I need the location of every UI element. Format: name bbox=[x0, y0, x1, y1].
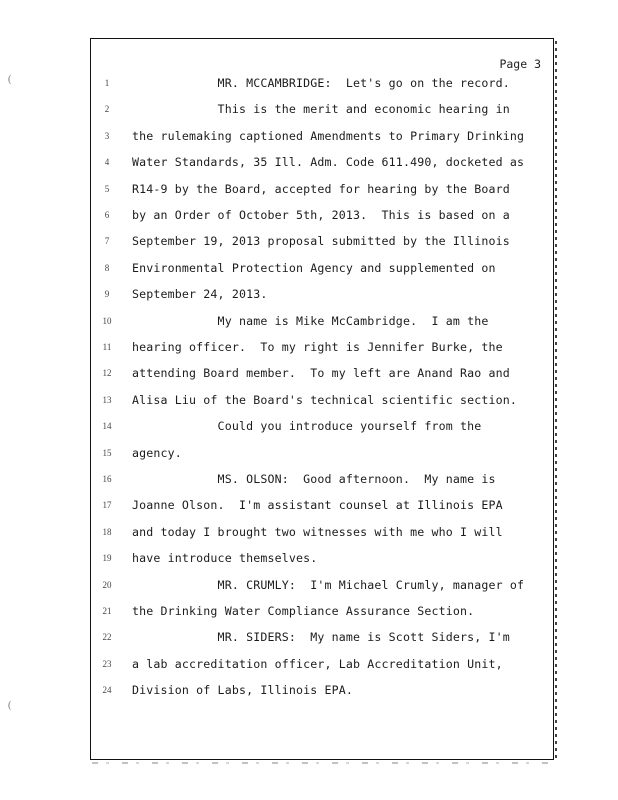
transcript-line bbox=[91, 73, 553, 93]
line-text: attending Board member. To my left are Anand Rao and bbox=[132, 366, 510, 381]
transcript-line bbox=[91, 205, 553, 225]
line-text: the Drinking Water Compliance Assurance Section. bbox=[132, 604, 475, 618]
line-text: Division of Labs, Illinois EPA. bbox=[132, 683, 354, 698]
line-text: Joanne Olson. I'm assistant counsel at Illinois EPA bbox=[132, 498, 503, 513]
line-number: 19 bbox=[102, 553, 112, 564]
transcript-line bbox=[91, 443, 553, 463]
line-text: MR. CRUMLY: I'm Michael Crumly, manager of bbox=[132, 577, 525, 592]
transcript-line bbox=[91, 284, 553, 304]
line-number: 20 bbox=[102, 579, 112, 590]
line-number: 23 bbox=[102, 658, 112, 669]
transcript-line bbox=[91, 522, 553, 542]
line-text: hearing officer. To my right is Jennifer Burke, the bbox=[132, 340, 503, 354]
transcript-line bbox=[91, 654, 553, 674]
line-text: This is the merit and economic hearing in bbox=[132, 102, 510, 117]
line-number: 24 bbox=[102, 685, 112, 696]
line-number: 11 bbox=[102, 342, 112, 352]
line-number: 5 bbox=[104, 183, 110, 194]
line-number: 12 bbox=[102, 368, 112, 379]
line-text: R14-9 by the Board, accepted for hearing by the Board bbox=[132, 181, 510, 196]
line-text: MR. SIDERS: My name is Scott Siders, I'm bbox=[132, 630, 510, 645]
transcript-line bbox=[91, 363, 553, 383]
transcript-line bbox=[91, 258, 553, 278]
line-text: Water Standards, 35 Ill. Adm. Code 611.490, docketed as bbox=[132, 155, 525, 170]
line-number: 9 bbox=[104, 289, 110, 300]
scan-artifact-bottom-left: ( bbox=[8, 700, 12, 711]
line-text: agency. bbox=[132, 445, 182, 460]
line-text: have introduce themselves. bbox=[132, 551, 318, 566]
line-number: 1 bbox=[104, 78, 110, 88]
line-text: by an Order of October 5th, 2013. This is based on a bbox=[132, 208, 510, 222]
line-number: 21 bbox=[102, 606, 112, 616]
line-number: 7 bbox=[104, 236, 110, 247]
transcript-page bbox=[90, 38, 554, 760]
transcript-line bbox=[91, 548, 553, 568]
line-text: Alisa Liu of the Board's technical scientific section. bbox=[132, 392, 518, 407]
transcript-line bbox=[91, 179, 553, 199]
line-number: 17 bbox=[102, 500, 112, 511]
line-text: Environmental Protection Agency and supplemented on bbox=[132, 260, 496, 275]
line-text: MS. OLSON: Good afternoon. My name is bbox=[132, 472, 496, 486]
line-text: MR. MCCAMBRIDGE: Let's go on the record. bbox=[132, 76, 510, 90]
line-number: 10 bbox=[102, 315, 112, 326]
line-number: 18 bbox=[102, 526, 112, 537]
line-number: 8 bbox=[104, 262, 110, 273]
line-text: a lab accreditation officer, Lab Accreditation Unit, bbox=[132, 656, 503, 671]
line-number: 4 bbox=[104, 157, 110, 168]
line-number: 2 bbox=[104, 104, 110, 115]
transcript-line bbox=[91, 99, 553, 119]
line-number: 22 bbox=[102, 632, 112, 643]
line-number: 15 bbox=[102, 447, 112, 458]
transcript-line bbox=[91, 231, 553, 251]
scan-bottom-noise bbox=[92, 762, 552, 764]
line-text: September 19, 2013 proposal submitted by the Illinois bbox=[132, 234, 510, 249]
line-text: and today I brought two witnesses with me who I will bbox=[132, 524, 503, 539]
transcript-line bbox=[91, 469, 553, 489]
page-number: Page 3 bbox=[499, 57, 541, 71]
line-text: the rulemaking captioned Amendments to Primary Drinking bbox=[132, 128, 525, 143]
transcript-line bbox=[91, 126, 553, 146]
line-number: 13 bbox=[102, 394, 112, 405]
transcript-line bbox=[91, 311, 553, 331]
scan-artifact-top-left: ( bbox=[8, 74, 12, 85]
transcript-line bbox=[91, 601, 553, 621]
line-text: Could you introduce yourself from the bbox=[132, 419, 482, 434]
transcript-line bbox=[91, 575, 553, 595]
line-number: 3 bbox=[104, 130, 110, 141]
line-number: 6 bbox=[104, 210, 110, 220]
transcript-line bbox=[91, 627, 553, 647]
transcript-line bbox=[91, 152, 553, 172]
transcript-line bbox=[91, 337, 553, 357]
line-text: My name is Mike McCambridge. I am the bbox=[132, 313, 489, 328]
transcript-line bbox=[91, 390, 553, 410]
line-number: 16 bbox=[102, 474, 112, 484]
transcript-line bbox=[91, 416, 553, 436]
transcript-line bbox=[91, 495, 553, 515]
transcript-line bbox=[91, 680, 553, 700]
line-number: 14 bbox=[102, 421, 112, 432]
line-text: September 24, 2013. bbox=[132, 287, 268, 302]
